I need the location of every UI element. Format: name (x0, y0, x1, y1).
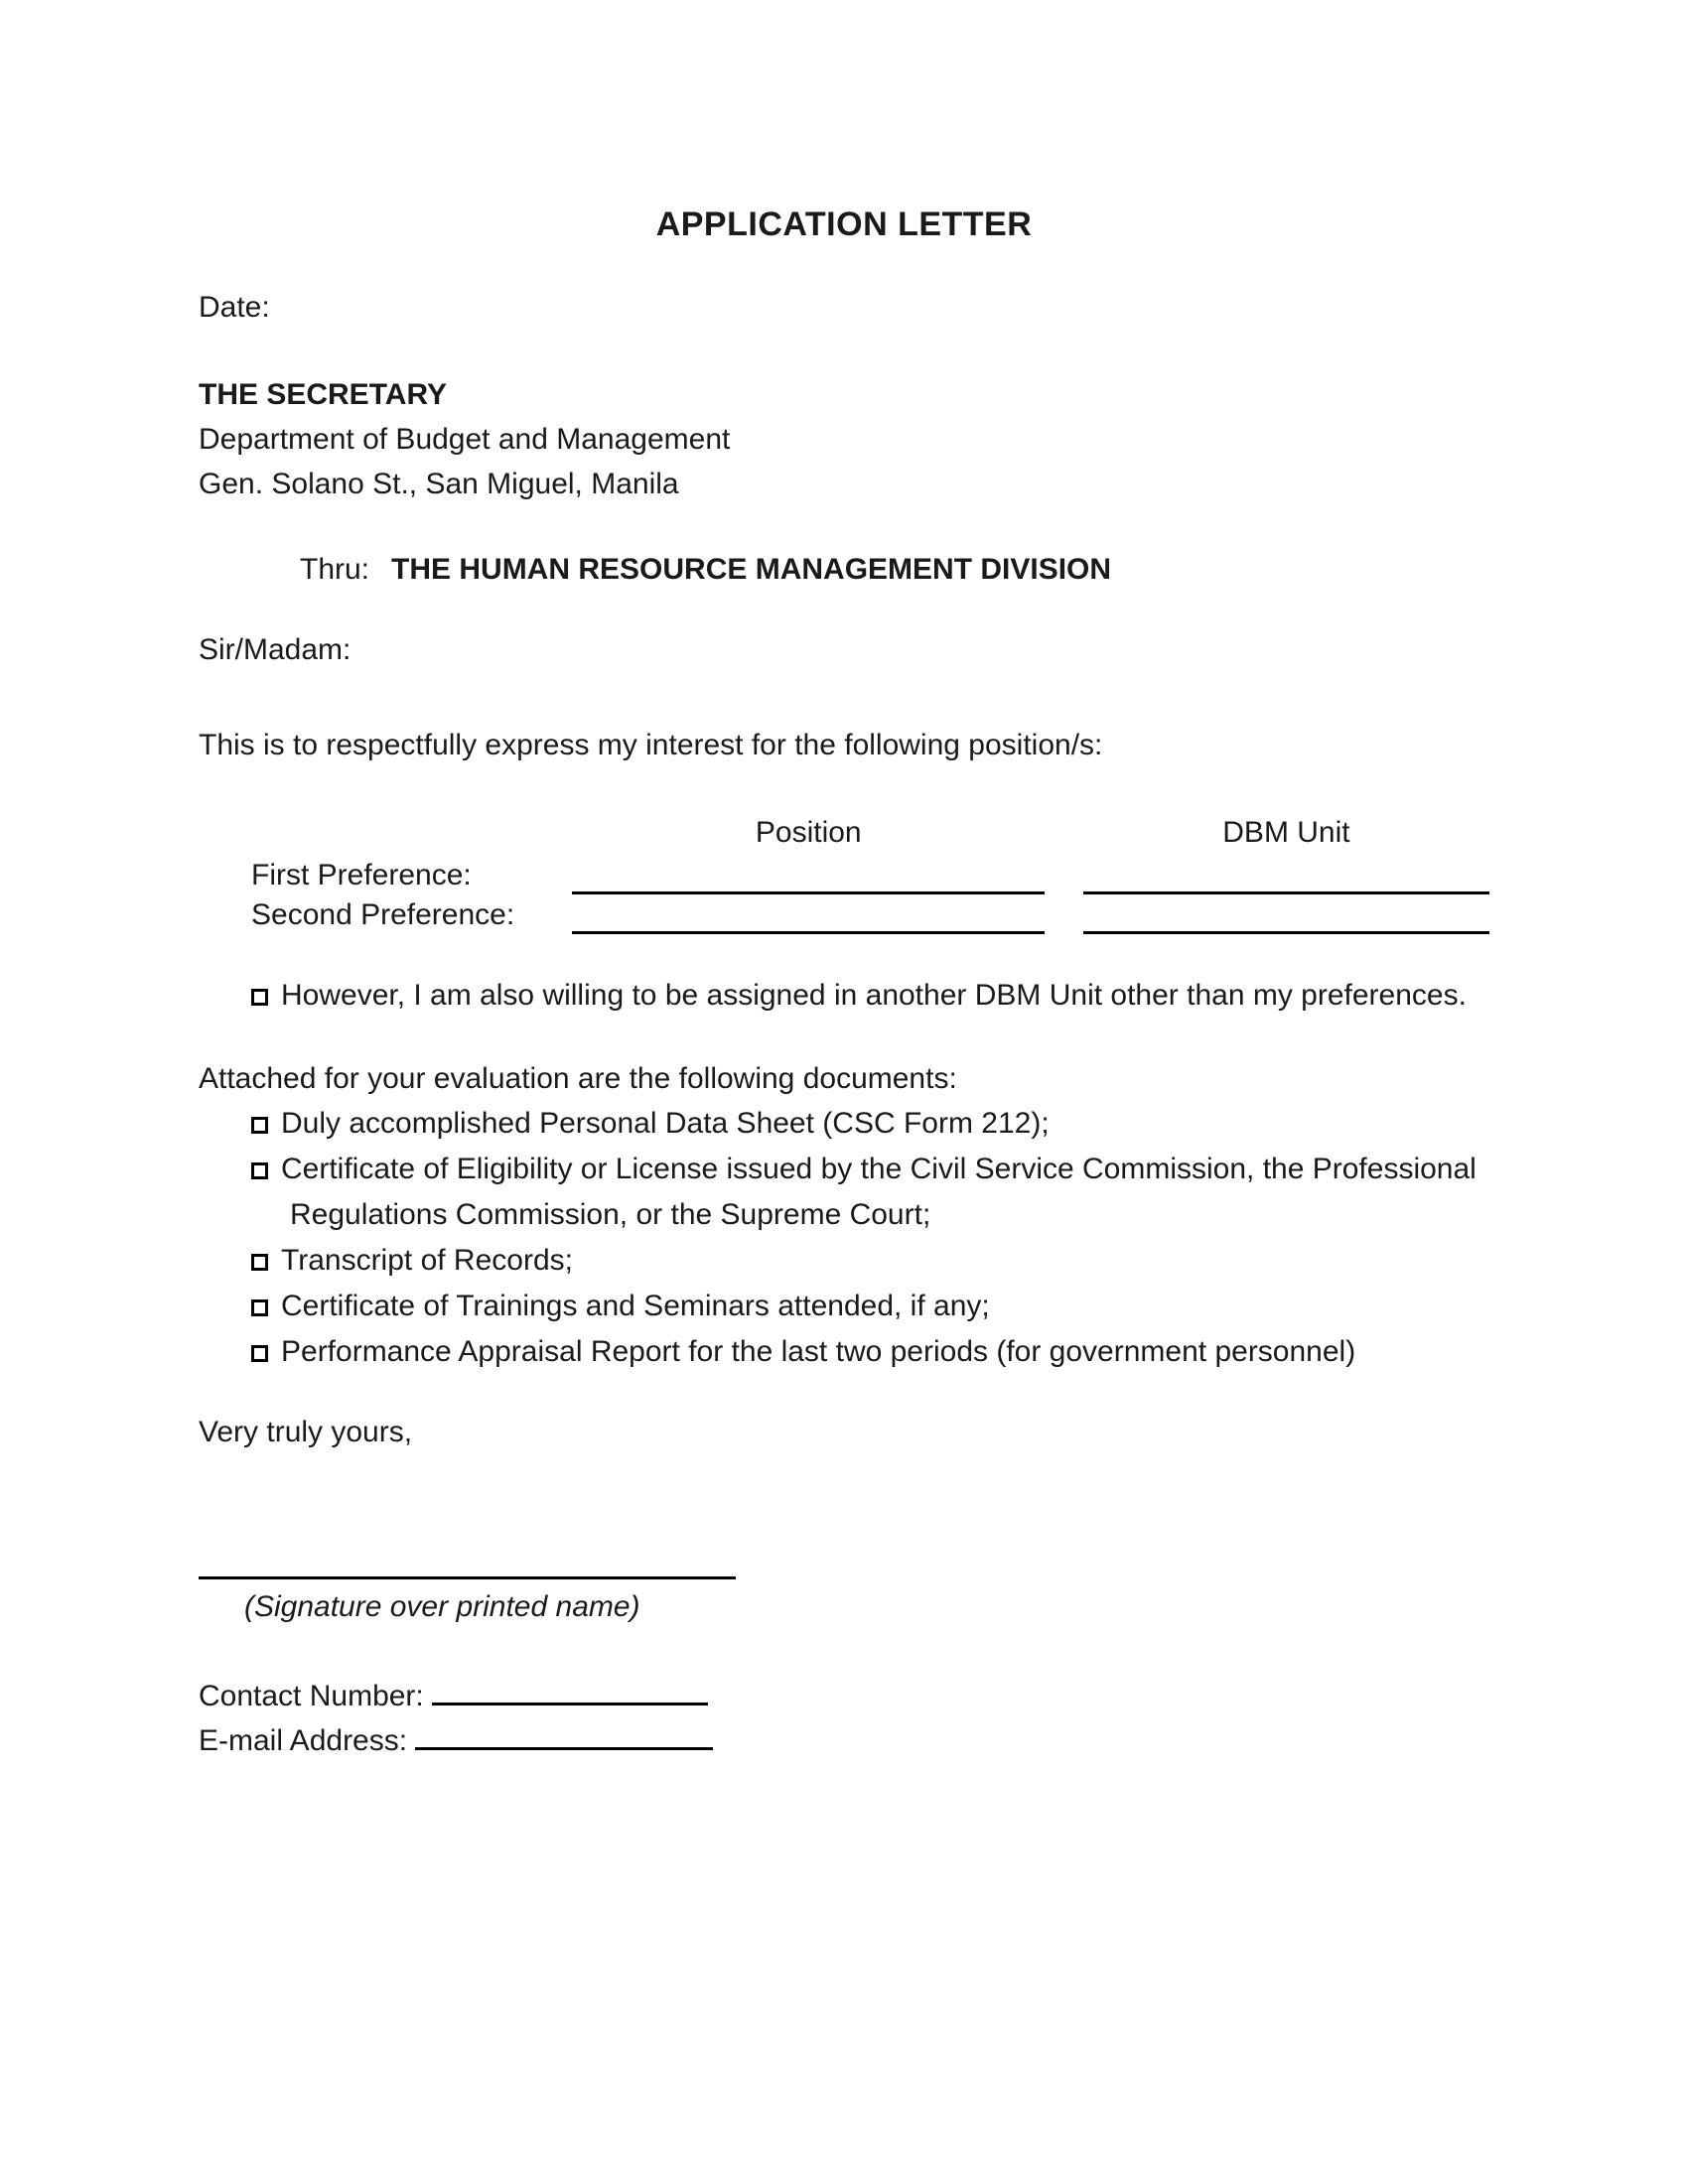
column-gap (1045, 810, 1083, 855)
date-line (199, 285, 1489, 330)
checkbox-icon[interactable] (251, 1345, 268, 1362)
second-preference-label: Second Preference: (251, 898, 515, 931)
valediction: Very truly yours, (199, 1416, 413, 1448)
thru-line (300, 547, 1489, 592)
willing-to-be-assigned-text: However, I am also willing to be assigned in another DBM Unit other than my preferences. (281, 979, 1467, 1012)
list-item (251, 1147, 1489, 1238)
thru-value: THE HUMAN RESOURCE MANAGEMENT DIVISION (391, 553, 1112, 586)
list-item (251, 1329, 1489, 1375)
first-preference-dbm-unit-field[interactable] (1083, 859, 1489, 894)
attachments-list (199, 1101, 1489, 1375)
thru-label: Thru: (300, 553, 370, 586)
table-row (251, 894, 1489, 934)
checkbox-icon[interactable] (251, 989, 268, 1006)
list-item (251, 1238, 1489, 1284)
willing-to-be-assigned-item (251, 974, 1489, 1017)
second-preference-position-field[interactable] (572, 898, 1045, 934)
position-column-header: Position (755, 816, 862, 849)
preference-table (251, 810, 1489, 934)
preference-header-row (251, 810, 1489, 855)
dbm-unit-column-header: DBM Unit (1222, 816, 1350, 849)
signature-caption: (Signature over printed name) (244, 1590, 640, 1623)
checkbox-icon[interactable] (251, 1254, 268, 1271)
attachments-heading: Attached for your evaluation are the following documents: (199, 1062, 957, 1095)
list-item-text: Duly accomplished Personal Data Sheet (CSC Form 212); (281, 1107, 1050, 1140)
checkbox-icon[interactable] (251, 1117, 268, 1134)
email-address-label: E-mail Address: (199, 1724, 408, 1757)
contact-number-label: Contact Number: (199, 1680, 424, 1712)
list-item-text: Certificate of Eligibility or License issued by the Civil Service Commission, the Professional Regulations Commission, or the Supreme Court; (281, 1153, 1477, 1231)
first-preference-position-field[interactable] (572, 859, 1045, 894)
checkbox-icon[interactable] (251, 1162, 268, 1179)
list-item (251, 1101, 1489, 1147)
intro-paragraph: This is to respectfully express my interest for the following position/s: (199, 729, 1103, 761)
table-row (251, 855, 1489, 894)
first-preference-label: First Preference: (251, 859, 472, 891)
contact-number-field[interactable] (432, 1674, 708, 1706)
list-item-text: Certificate of Trainings and Seminars attended, if any; (281, 1290, 990, 1322)
list-item (251, 1284, 1489, 1329)
email-address-field[interactable] (415, 1718, 713, 1750)
page-title: APPLICATION LETTER (655, 205, 1033, 243)
list-item-text: Transcript of Records; (281, 1244, 573, 1277)
second-preference-dbm-unit-field[interactable] (1083, 898, 1489, 934)
list-item-text: Performance Appraisal Report for the last two periods (for government personnel) (281, 1335, 1356, 1368)
contact-block (199, 1674, 1489, 1763)
email-address-row (199, 1718, 1489, 1763)
recipient-address: Gen. Solano St., San Miguel, Manila (199, 468, 679, 500)
preference-header-spacer (251, 810, 572, 855)
date-label: Date: (199, 291, 270, 324)
signature-field[interactable] (199, 1576, 736, 1579)
recipient-org: Department of Budget and Management (199, 423, 731, 456)
recipient-block (199, 372, 1489, 506)
recipient-name: THE SECRETARY (199, 378, 448, 411)
salutation: Sir/Madam: (199, 633, 352, 666)
contact-number-row (199, 1674, 1489, 1718)
checkbox-icon[interactable] (251, 1299, 268, 1316)
